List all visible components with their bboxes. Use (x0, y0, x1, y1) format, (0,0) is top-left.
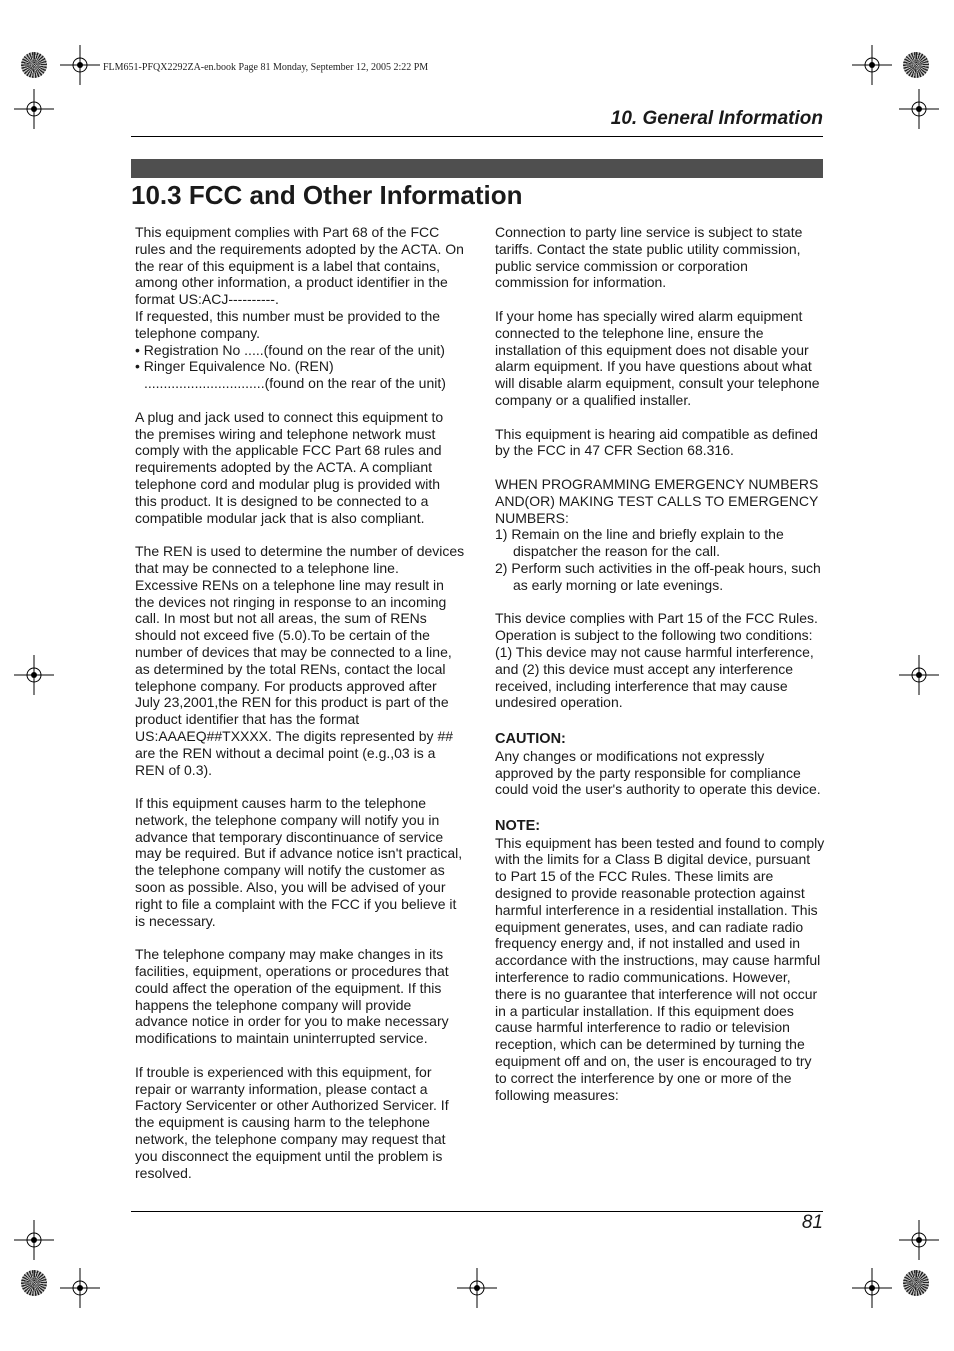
title-bar (131, 159, 823, 178)
paragraph: This equipment complies with Part 68 of the FCC rules and the requirements adopted by the ACTA. On the rear of this equipment is a label that contains, among other information, a product identifier in the format US:ACJ----------. (135, 224, 464, 308)
caution-heading: CAUTION: (495, 730, 566, 747)
paragraph: WHEN PROGRAMMING EMERGENCY NUMBERS AND(OR) MAKING TEST CALLS TO EMERGENCY NUMBERS: (495, 475, 819, 526)
crosshair-icon (852, 1268, 892, 1308)
crosshair-icon (899, 655, 939, 695)
paragraph: The telephone company may make changes in its facilities, equipment, operations or procedures that could affect the operation of the equipment. If this happens the telephone company will provide advance notice in order for you to make necessary modifications to maintain uninterrupted service. (135, 946, 449, 1047)
registration-disk-icon (21, 52, 47, 78)
paragraph: This equipment has been tested and found to comply with the limits for a Class B digital device, pursuant to Part 15 of the FCC Rules. These limits are designed to provide reasonable protection against harmful interference in a residential installation. This equipment generates, uses, and can radiate radio frequency energy and, if not installed and used in accordance with the instructions, may cause harmful interference to radio communications. However, there is no guarantee that interference will not occur in a particular installation. If this equipment does cause harmful interference to radio or television reception, which can be determined by turning the equipment off and on, the user is encouraged to try to correct the interference by one or more of the following measures: (495, 834, 825, 1103)
crosshair-icon (14, 89, 54, 129)
crosshair-icon (852, 45, 892, 85)
note-heading: NOTE: (495, 817, 541, 834)
list-item: 1) Remain on the line and briefly explain to the dispatcher the reason for the call. (495, 526, 784, 560)
registration-disk-icon (21, 1270, 47, 1296)
footer-rule (131, 1211, 823, 1212)
list-item: 2) Perform such activities in the off-peak hours, such as early morning or late evenings. (495, 559, 821, 593)
left-column (135, 224, 465, 1181)
crosshair-icon (14, 1220, 54, 1260)
registration-disk-icon (903, 1270, 929, 1296)
paragraph: (1) This device may not cause harmful interference, and (2) this device must accept any interference received, including interference that may cause undesired operation. (495, 643, 814, 711)
crosshair-icon (14, 655, 54, 695)
paragraph: This device complies with Part 15 of the FCC Rules. Operation is subject to the following two conditions: (495, 610, 818, 644)
print-info: FLM651-PFQX2292ZA-en.book Page 81 Monday, September 12, 2005 2:22 PM (103, 62, 429, 73)
paragraph: The REN is used to determine the number of devices that may be connected to a telephone line. Excessive RENs on a telephone line may result in the devices not ringing in response to an incoming call. In most but not all areas, the sum of RENs should not exceed five (5.0).To be certain of the number of devices that may be connected to a line, as determined by the total RENs, contact the local telephone company. For products approved after July 23,2001,the REN for this product is part of the product identifier that has the format US:AAAEQ##TXXXX. The digits represented by ## are the REN without a decimal point (e.g.,03 is a REN of 0.3). (135, 543, 465, 778)
crosshair-icon (60, 1268, 100, 1308)
paragraph: A plug and jack used to connect this equipment to the premises wiring and telephone network must comply with the applicable FCC Part 68 rules and requirements adopted by the ACTA. A compliant telephone cord and modular plug is provided with this product. It is designed to be connected to a compatible modular jack that is also compliant. (135, 408, 444, 526)
list-item: • Ringer Equivalence No. (REN) (135, 358, 334, 375)
paragraph: Connection to party line service is subject to state tariffs. Contact the state public utility commission, public service commission or corporation commission for information. (495, 224, 803, 291)
crosshair-icon (899, 89, 939, 129)
paragraph: This equipment is hearing aid compatible as defined by the FCC in 47 CFR Section 68.316. (495, 425, 818, 459)
crosshair-icon (60, 45, 100, 85)
paragraph: If your home has specially wired alarm equipment connected to the telephone line, ensure the installation of this equipment does not disable your alarm equipment. If you have questions about what will disable alarm equipment, consult your telephone company or a qualified installer. (495, 307, 820, 408)
page-number: 81 (801, 1212, 823, 1233)
section-header: 10. General Information (610, 108, 823, 129)
paragraph: If this equipment causes harm to the telephone network, the telephone company will notify you in advance that temporary discontinuance of service may be required. But if advance notice isn't practical, the telephone company will notify the customer as soon as possible. Also, you will be advised of your right to file a complaint with the FCC if you believe it is necessary. (135, 795, 463, 929)
list-item: • Registration No .....(found on the rear of the unit) (135, 341, 445, 358)
list-item-continuation: ...............................(found on the rear of the unit) (144, 375, 446, 392)
paragraph: If trouble is experienced with this equipment, for repair or warranty information, please contact a Factory Servicenter or other Authorized Servicer. If the equipment is causing harm to the telephone network, the telephone company may request that you disconnect the equipment until the problem is resolved. (135, 1063, 449, 1181)
header-rule (131, 136, 823, 137)
crosshair-icon (457, 1268, 497, 1308)
right-column (495, 224, 825, 1103)
registration-disk-icon (903, 52, 929, 78)
page-title: 10.3 FCC and Other Information (131, 180, 523, 210)
paragraph: If requested, this number must be provided to the telephone company. (135, 307, 441, 341)
crosshair-icon (899, 1220, 939, 1260)
paragraph: Any changes or modifications not expressly approved by the party responsible for compliance could void the user's authority to operate this device. (495, 747, 821, 798)
